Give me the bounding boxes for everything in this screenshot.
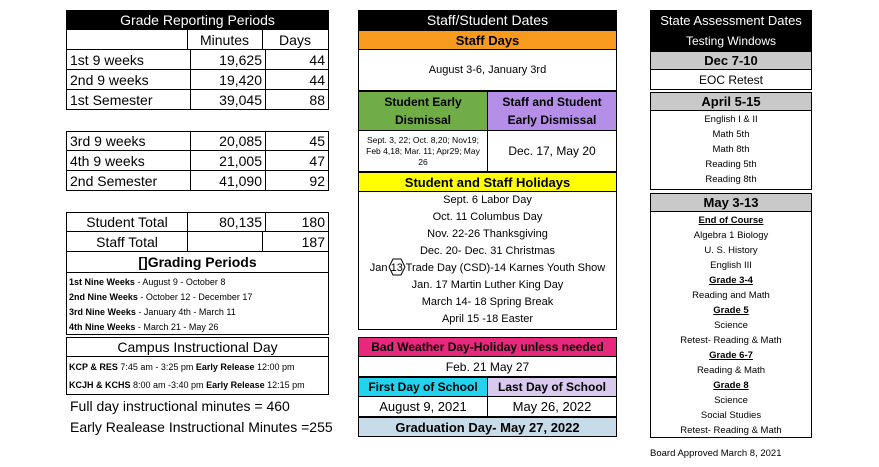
list-item: April 15 -18 Easter [441,313,534,325]
grading-period-item: 4th Nine Weeks - March 21 - May 26 [69,322,219,332]
list-heading: Grade 8 [713,380,749,391]
table-row: 3rd 9 weeks 20,085 45 [66,131,329,151]
campus-day-title: Campus Instructional Day [67,338,328,357]
student-early-dismissal-header: Student Early Dismissal [358,91,488,131]
staff-total-row: Staff Total 187 [66,232,329,252]
table-row: 2nd 9 weeks 19,420 44 [66,70,329,90]
days-header: Days [279,31,311,48]
list-item: Reading 8th [705,174,757,185]
window-dates-dec: Dec 7-10 [650,51,812,70]
early-release-minutes: Early Realease Instructional Minutes =255 [70,419,333,435]
hexagon-marker-icon [388,258,406,276]
table-row: 4th 9 weeks 21,005 47 [66,151,329,171]
staff-days-value: August 3-6, January 3rd [358,50,617,91]
list-item: Math 5th [712,129,750,140]
list-item: Math 8th [712,144,750,155]
list-item: Oct. 11 Columbus Day [432,211,543,223]
list-item: Dec. 20- Dec. 31 Christmas [419,245,556,257]
table-row: 1st 9 weeks 19,625 44 [66,50,329,70]
bad-weather-header: Bad Weather Day-Holiday unless needed [358,337,617,357]
bad-weather-value: Feb. 21 May 27 [358,357,617,377]
student-total-row: Student Total 80,135 180 [66,212,329,232]
list-item: English III [710,260,752,271]
minutes-header: Minutes [187,30,263,49]
grading-periods-title: []Grading Periods [67,252,328,273]
staff-student-early-dismissal-header: Staff and Student Early Dismissal [488,91,617,131]
table-row: 2nd Semester 41,090 92 [66,171,329,191]
list-heading: Grade 5 [713,305,749,316]
list-item: Retest- Reading & Math [680,335,782,346]
list-item: March 14- 18 Spring Break [421,296,554,308]
april-window-list [650,111,812,190]
grading-period-item: 2nd Nine Weeks - October 12 - December 17 [69,292,253,302]
grading-periods-box [66,252,329,335]
list-item: Social Studies [700,410,762,421]
full-day-minutes: Full day instructional minutes = 460 [70,398,290,414]
list-item: Science [714,320,748,331]
table-row: 1st Semester 39,045 88 [66,90,329,110]
list-heading: Grade 3-4 [709,275,753,286]
eoc-retest: EOC Retest [650,70,812,90]
grade-reporting-header-row [66,30,329,50]
list-item: Reading & Math [696,365,766,376]
state-assessment-title: State Assessment Dates [650,10,812,30]
staff-days-header: Staff Days [358,30,617,50]
list-item: Reading 5th [705,159,757,170]
list-heading: End of Course [698,215,764,226]
grade-reporting-title: Grade Reporting Periods [66,10,329,30]
staff-student-dates-title: Staff/Student Dates [358,10,617,30]
last-day-value: May 26, 2022 [488,397,617,417]
list-item: Science [714,395,748,406]
grading-period-item: 3rd Nine Weeks - January 4th - March 11 [69,307,236,317]
campus-day-row: KCJH & KCHS 8:00 am -3:40 pm Early Release 12:15 pm [69,380,305,390]
graduation-day: Graduation Day- May 27, 2022 [358,417,617,437]
list-item: Retest- Reading & Math [680,425,782,436]
may-window-list [650,212,812,438]
window-dates-april: April 5-15 [650,92,812,111]
campus-day-row: KCP & RES 7:45 am - 3:25 pm Early Release 12:00 pm [69,362,295,372]
list-item: U. S. History [704,245,758,256]
list-item: Jan. 17 Martin Luther King Day [411,279,564,291]
list-heading: Grade 6-7 [709,350,753,361]
student-early-dismissal-value: Sept. 3, 22; Oct. 8,20; Nov19; Feb 4,18; Mar. 11; Apr29; May 26 [358,131,488,172]
campus-day-box [66,337,329,395]
list-item: Nov. 22-26 Thanksgiving [427,228,548,240]
first-day-value: August 9, 2021 [358,397,488,417]
staff-student-early-dismissal-value: Dec. 17, May 20 [488,131,617,172]
list-item: Algebra 1 Biology [693,230,769,241]
board-approved-note: Board Approved March 8, 2021 [650,448,782,459]
list-item: Sept. 6 Labor Day [443,194,532,206]
grading-period-item: 1st Nine Weeks - August 9 - October 8 [69,277,226,287]
list-item: Jan 13 Trade Day (CSD)-14 Karnes Youth Show [369,262,606,274]
testing-windows-subtitle: Testing Windows [650,30,812,51]
window-dates-may: May 3-13 [650,193,812,212]
holidays-header: Student and Staff Holidays [358,172,617,192]
first-day-header: First Day of School [358,377,488,397]
list-item: English I & II [704,114,758,125]
last-day-header: Last Day of School [488,377,617,397]
list-item: Reading and Math [692,290,770,301]
